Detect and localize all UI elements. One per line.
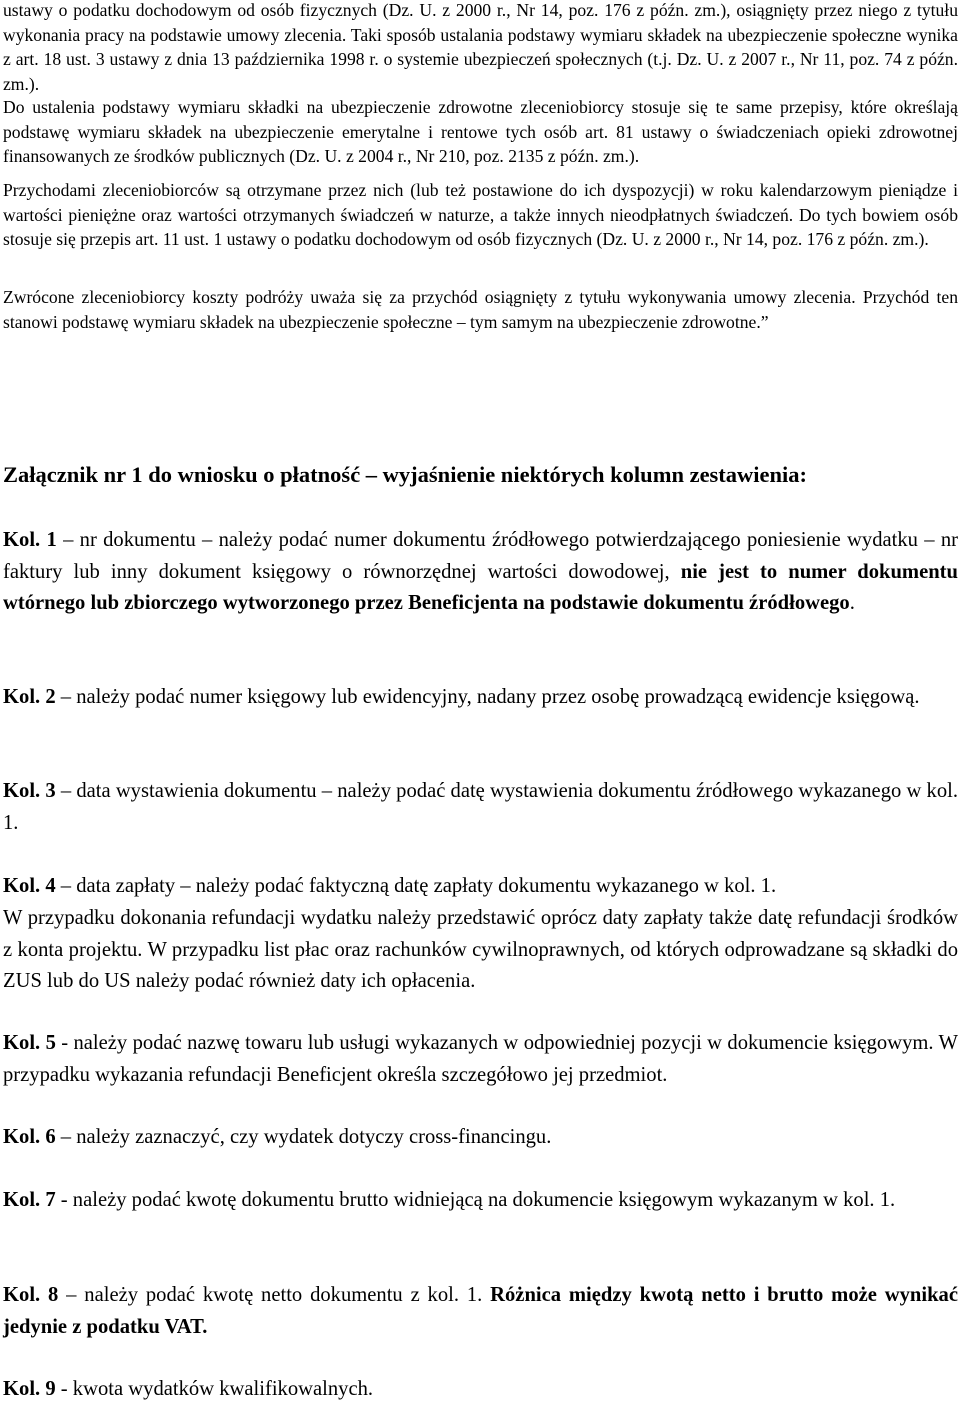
col-2-description bbox=[3, 682, 958, 714]
col-1-text: – nr dokumentu – należy podać numer dokumentu źródłowego potwierdzającego poniesienie wydatku – nr faktury lub inny dokument księgowy o równorzędnej wartości dowodowej, bbox=[3, 529, 958, 583]
col-2-text: – należy podać numer księgowy lub ewidencyjny, nadany przez osobę prowadzącą ewidencje księgową. bbox=[55, 686, 920, 708]
col-7-label: Kol. 7 bbox=[3, 1189, 56, 1211]
col-5-description bbox=[3, 1028, 958, 1091]
col-3-label: Kol. 3 bbox=[3, 780, 56, 802]
col-4-extra: W przypadku dokonania refundacji wydatku należy przedstawić oprócz daty zapłaty także datę refundacji środków z konta projektu. W przypadku list płac oraz rachunków cywilnoprawnych, od których odprowadzane są składki do ZUS lub do US należy podać również daty ich opłacenia. bbox=[3, 907, 958, 992]
col-1-label: Kol. 1 bbox=[3, 529, 57, 551]
col-7-description bbox=[3, 1185, 958, 1217]
col-8-text: – należy podać kwotę netto dokumentu z kol. 1. bbox=[58, 1284, 491, 1306]
col-8-label: Kol. 8 bbox=[3, 1284, 59, 1306]
col-4-text: – data zapłaty – należy podać faktyczną datę zapłaty dokumentu wykazanego w kol. 1. bbox=[55, 875, 777, 897]
intro-paragraph-3: Przychodami zleceniobiorców są otrzymane przez nich (lub też postawione do ich dyspozycji) w roku kalendarzowym pieniądze i wartości pieniężne oraz wartości otrzymanych świadczeń w naturze, a także innych nieodpłatnych świadczeń. Do tych bowiem osób stosuje się przepis art. 11 ust. 1 ustawy o podatku dochodowym od osób fizycznych (Dz. U. z 2000 r., Nr 14, poz. 176 z późn. zm.). bbox=[3, 180, 958, 249]
col-1-bold-note: nie jest to numer dokumentu wtórnego lub zbiorczego wytworzonego przez Beneficjenta na podstawie dokumentu źródłowego bbox=[3, 560, 958, 614]
col-6-description bbox=[3, 1122, 958, 1154]
col-9-description bbox=[3, 1374, 958, 1406]
col-7-text: - należy podać kwotę dokumentu brutto widniejącą na dokumencie księgowym wykazanym w kol. 1. bbox=[55, 1189, 896, 1211]
intro-paragraph-4: Zwrócone zleceniobiorcy koszty podróży uważa się za przychód osiągnięty z tytułu wykonywania umowy zlecenia. Przychód ten stanowi podstawę wymiaru składek na ubezpieczenie społeczne – tym samym na ubezpieczenie zdrowotne.” bbox=[3, 287, 958, 332]
col-5-label: Kol. 5 bbox=[3, 1032, 56, 1054]
col-4-description bbox=[3, 871, 958, 903]
col-6-label: Kol. 6 bbox=[3, 1126, 56, 1148]
col-9-label: Kol. 9 bbox=[3, 1378, 56, 1400]
intro-paragraph-1: ustawy o podatku dochodowym od osób fizycznych (Dz. U. z 2000 r., Nr 14, poz. 176 z późn. zm.), osiągnięty przez niego z tytułu wykonania pracy na podstawie umowy zlecenia. Taki sposób ustalania podstawy wymiaru składek na ubezpieczenie społeczne wynika z art. 18 ust. 3 ustawy z dnia 13 października 1998 r. o systemie ubezpieczeń społecznych (t.j. Dz. U. z 2007 r., Nr 11, poz. 74 z późn. zm.). bbox=[3, 0, 958, 94]
col-9-text: - kwota wydatków kwalifikowalnych. bbox=[55, 1378, 374, 1400]
col-3-text: – data wystawienia dokumentu – należy podać datę wystawienia dokumentu źródłowego wykazanego w kol. 1. bbox=[3, 780, 958, 834]
col-6-text: – należy zaznaczyć, czy wydatek dotyczy cross-financingu. bbox=[55, 1126, 552, 1148]
col-8-description bbox=[3, 1280, 958, 1343]
col-1-end: . bbox=[849, 592, 855, 614]
col-1-description bbox=[3, 525, 958, 620]
col-2-label: Kol. 2 bbox=[3, 686, 56, 708]
col-4-label: Kol. 4 bbox=[3, 875, 56, 897]
annex-heading: Załącznik nr 1 do wniosku o płatność – wyjaśnienie niektórych kolumn zestawienia: bbox=[3, 462, 808, 487]
intro-paragraph-2: Do ustalenia podstawy wymiaru składki na ubezpieczenie zdrowotne zleceniobiorcy stosuje się te same przepisy, które określają podstawę wymiaru składek na ubezpieczenie emerytalne i rentowe tych osób art. 81 ustawy o świadczeniach opieki zdrowotnej finansowanych ze środków publicznych (Dz. U. z 2004 r., Nr 210, poz. 2135 z późn. zm.). bbox=[3, 97, 958, 166]
col-3-description bbox=[3, 776, 958, 839]
col-8-bold-note: Różnica między kwotą netto i brutto może wynikać jedynie z podatku VAT. bbox=[3, 1284, 958, 1338]
col-5-text: - należy podać nazwę towaru lub usługi wykazanych w odpowiedniej pozycji w dokumencie księgowym. W przypadku wykazania refundacji Beneficjent określa szczegółowo jej przedmiot. bbox=[3, 1032, 958, 1086]
